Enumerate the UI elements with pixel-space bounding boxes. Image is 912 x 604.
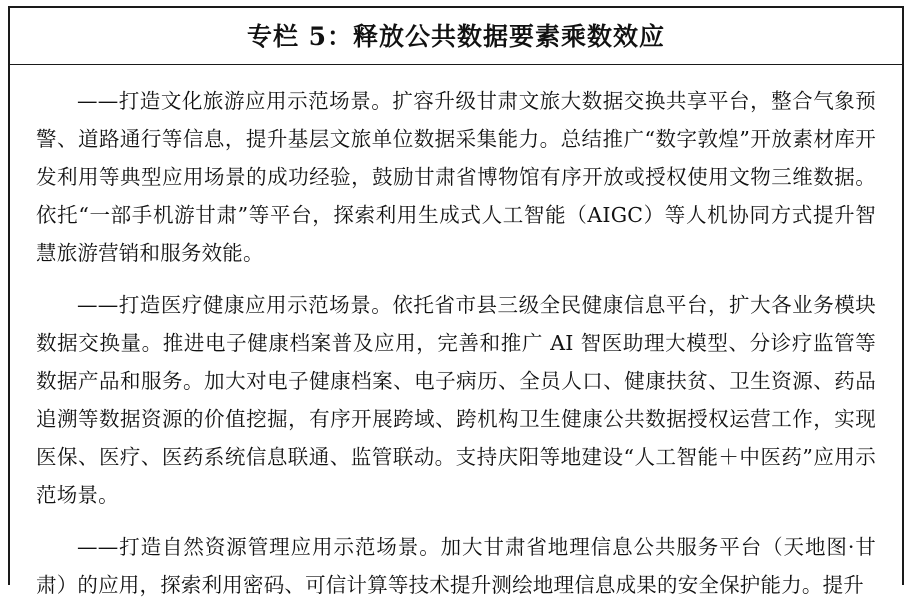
paragraph-healthcare: ——打造医疗健康应用示范场景。依托省市县三级全民健康信息平台，扩大各业务模块数据交换量。推进电子健康档案普及应用，完善和推广 AI 智医助理大模型、分诊疗监管等数据产品和服务。加大对电子健康档案、电子病历、全员人口、健康扶贫、卫生资源、药品追溯等数据资源的价值挖掘，有序开展跨域、跨机构卫生健康公共数据授权运营工作，实现医保、医疗、医药系统信息联通、监管联动。支持庆阳等地建设“人工智能＋中医药”应用示范场景。 (36, 293, 876, 507)
paragraph-natural-resources: ——打造自然资源管理应用示范场景。加大甘肃省地理信息公共服务平台（天地图·甘肃）的应用，探索利用密码、可信计算等技术提升测绘地理信息成果的安全保护能力。提升 (36, 535, 876, 597)
paragraph-culture-tourism: ——打造文化旅游应用示范场景。扩容升级甘肃文旅大数据交换共享平台，整合气象预警、道路通行等信息，提升基层文旅单位数据采集能力。总结推广“数字敦煌”开放素材库开发利用等典型应用场景的成功经验，鼓励甘肃省博物馆有序开放或授权使用文物三维数据。依托“一部手机游甘肃”等平台，探索利用生成式人工智能（AIGC）等人机协同方式提升智慧旅游营销和服务效能。 (36, 89, 876, 265)
callout-box (8, 6, 904, 597)
page-title: 专栏 5：释放公共数据要素乘数效应 (246, 22, 666, 51)
callout-body (10, 70, 902, 604)
callout-title-bar (10, 8, 902, 65)
